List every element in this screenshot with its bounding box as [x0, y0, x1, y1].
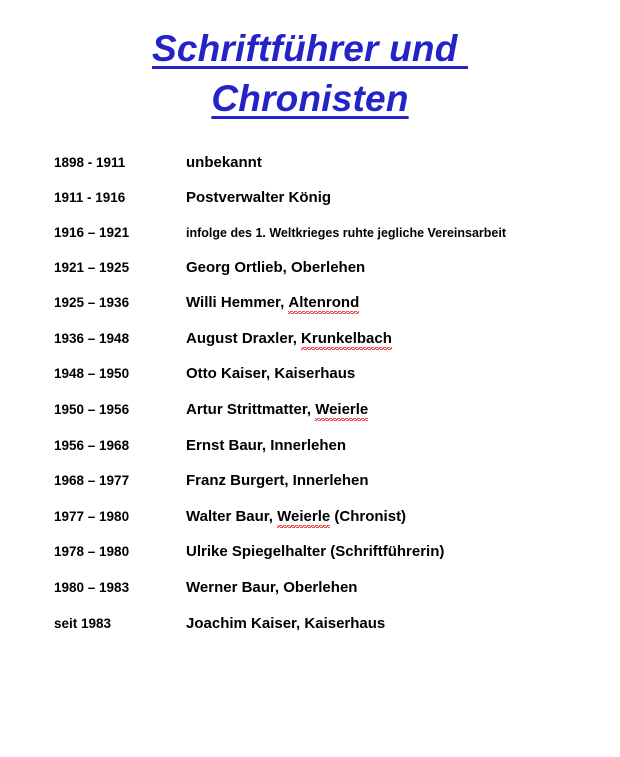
page-title-line-2: Chronisten	[211, 77, 409, 119]
list-item	[54, 615, 610, 632]
entry-years: 1948 – 1950	[54, 366, 130, 382]
list-item	[54, 294, 610, 311]
entry-description: Georg Ortlieb, Oberlehen	[186, 258, 366, 276]
officer-list	[0, 154, 620, 632]
entry-years: 1980 – 1983	[54, 580, 130, 595]
list-item	[54, 365, 610, 382]
entry-years: 1898 - 1911	[54, 154, 126, 170]
entry-years: 1968 – 1977	[54, 473, 130, 489]
entry-description: Joachim Kaiser, Kaiserhaus	[186, 614, 386, 632]
list-item	[54, 508, 610, 525]
entry-description: Franz Burgert, Innerlehen	[186, 472, 369, 490]
list-item	[54, 437, 610, 454]
page-title-line-1: Schriftführer und	[151, 28, 458, 69]
entry-description: Werner Baur, Oberlehen	[186, 579, 358, 596]
list-item	[54, 472, 610, 489]
list-item	[54, 225, 610, 240]
list-item	[54, 330, 610, 347]
entry-years: 1936 – 1948	[54, 330, 130, 346]
entry-description: Walter Baur, Weierle (Chronist)	[186, 507, 407, 525]
entry-description: Willi Hemmer, Altenrond	[186, 294, 360, 312]
spellcheck-underlined-word: Krunkelbach	[301, 329, 392, 347]
entry-description: unbekannt	[186, 153, 262, 171]
entry-years: 1978 – 1980	[54, 544, 130, 560]
entry-description: Otto Kaiser, Kaiserhaus	[186, 365, 356, 383]
entry-years: 1916 – 1921	[54, 225, 130, 241]
entry-description: Postverwalter König	[186, 189, 332, 207]
entry-years: 1956 – 1968	[54, 437, 130, 453]
entry-years: seit 1983	[54, 615, 112, 631]
entry-years: 1911 - 1916	[54, 190, 126, 206]
entry-description: August Draxler, Krunkelbach	[186, 329, 392, 347]
list-item	[54, 154, 610, 171]
list-item	[54, 259, 610, 276]
list-item	[54, 189, 610, 206]
spellcheck-underlined-word: Altenrond	[288, 294, 360, 312]
page-title-space	[458, 28, 468, 69]
spellcheck-underlined-word: Weierle	[277, 507, 331, 525]
list-item	[54, 543, 610, 560]
list-item	[54, 401, 610, 418]
entry-years: 1921 – 1925	[54, 259, 130, 275]
spellcheck-underlined-word: Weierle	[315, 401, 369, 419]
entry-years: 1977 – 1980	[54, 508, 130, 524]
list-item	[54, 579, 610, 596]
entry-description: Artur Strittmatter, Weierle	[186, 401, 369, 419]
page-title	[0, 0, 620, 124]
entry-years: 1950 – 1956	[54, 402, 130, 418]
entry-description: Ernst Baur, Innerlehen	[186, 436, 347, 454]
entry-description: infolge des 1. Weltkrieges ruhte jegliche Vereinsarbeit	[186, 226, 507, 241]
entry-description: Ulrike Spiegelhalter (Schriftführerin)	[186, 543, 445, 561]
entry-years: 1925 – 1936	[54, 295, 130, 311]
